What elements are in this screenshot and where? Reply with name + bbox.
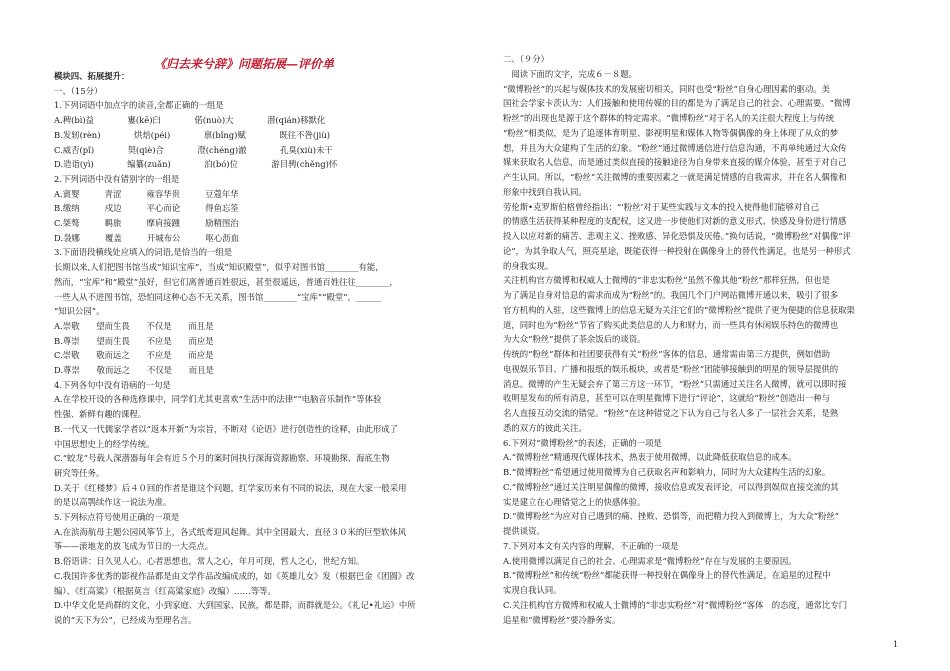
text-line: 一、（15分） [54,85,103,96]
text-line: 粉丝”的出现也是源于这个群体的特定需求。“微博粉丝”对于名人的关注很大程度上与传统 [503,113,835,123]
text-line: 2.下列词语中没有错别字的一组是 [54,173,180,184]
text-line: “微博粉丝”的兴起与媒体技术的发展密切相关，同时也受“粉丝”自身心理因素的驱动。美 [503,83,830,94]
text-line: 消息。微博的产生无疑会弃了第三方这一环节，“粉丝”只需通过关注名人微博，就可以即时接 [503,378,847,389]
text-line: 产生认同。所以，“粉丝”关注微博的重要因素之一就是满足情感的自我需求，并在名人偶像和 [503,172,847,182]
text-line: A.使用微博以满足自己的社会、心理需求是“微博粉丝”存在与发展的主要原因。 [503,555,797,566]
text-line: 4.下列各句中没有语病的一句是 [54,379,171,390]
text-line: 道，同时也为“粉丝”节省了购买此类信息的人力和财力，而一些具有休闲娱乐特色的微博也 [503,319,839,330]
text-line: A.賓婴 青涩 雍容华贵 豆蔻年华 [54,188,239,199]
text-line: 1.下列词语中加点字的读音,全都正确的一组是 [54,100,224,111]
text-line: 电视娱乐节目、广播和报纸的娱乐板块，或者是“粉丝”团能够接触到的明星的领导层提供的 [503,363,839,374]
text-line: 名人直接互动交流的错觉。“粉丝”在这种错觉之下认为自己与名人多了一层社会关系，是熟 [503,408,839,418]
text-line: B.尊崇 望而生畏 不应是 而应是 [54,335,214,346]
text-line: B.俗语讲：日久见人心。心者思想也，常人之心，年月可现，哲人之心，世纪方知。 [54,556,365,567]
text-line: B.发轫(rèn) 烘焙(péi) 禀(bǐng)赋 既往不咎(jiù) [54,129,331,140]
text-line: 想，并且为大众建构了生活的幻象。“粉丝”通过微博通信进行信息沟通，不再单纯通过大众传 [503,142,847,153]
text-line: 提供谈资。 [503,526,545,536]
text-line: 阅读下面的文字，完成６－８题。 [503,68,637,79]
text-line: 劳伦斯•克罗斯伯格曾经指出：“‘粉丝’对于某些实践与文本的投入使得他们能够对自己 [503,201,820,212]
text-line: D.尊崇 敬而远之 不仅是 而且是 [54,365,214,375]
text-line: 长期以来,人们把图书馆当成“知识宝库”，当成“知识殿堂”，似乎对图书馆________有能， [54,262,384,273]
text-line: 说的“天下为公”，已经成为至理名言。 [54,614,197,625]
text-line: 论”，为其争取人气，照亮星途，既能获得一种投射在偶像身上的替代性满足，也是另一种形式 [503,245,851,256]
text-line: 官方机构的入驻，这些微博上的信息无疑为关注它们的“微博粉丝”提供了更为便捷的信息获取渠 [503,304,855,315]
text-line: 编）、《红高粱》（根据莫言《红高粱家庭》改编）……等等。 [54,585,276,596]
text-line: “知识公园”。 [54,306,105,317]
text-line: 一些人从不进图书馆，恐怕同这种心态不无关系，图书馆________“宝库”“殿堂”，______ [54,291,381,302]
text-line: C.“微博粉丝”通过关注明星偶像的微博，接收信息或发表评论，可以得到娱似直接交流的其 [503,481,839,492]
text-line: A.在滨海航母主题公园风筝节上，各式纸鸢迎风起舞。其中全国最大、直径３０米的巨型软体风 [54,526,407,537]
text-line: 媒来获取名人信息，而是通过类似直接的接触途径为自身带来直接的媒介体验，甚至于对自己 [503,157,847,168]
text-line: 形象中找到自我认同。 [503,186,587,197]
page-number: 1 [893,640,899,649]
text-line: C.桀骜 羁旅 摩肩接踵 励精图治 [54,218,239,228]
text-line: 悉的双方的彼此关注。 [503,422,587,433]
text-line: C.威否(pǐ) 契(qiè)合 澄(chéng)澈 孔臭(xiù)未干 [54,144,333,155]
text-line: A.“微博粉丝”精通现代媒体技术，热衷于使用微博，以此降低获取信息的成本。 [503,452,797,463]
text-line: 国社会学家卡茨认为：人们接触和使用传媒的目的都是为了满足自己的社会、心理需要。“微博 [503,98,851,109]
text-line: 实现自我认同。 [503,585,562,595]
text-line: 为了满足自身对信息的需求而成为“粉丝”的。我国几个门户网站微博开通以来，吸引了很多 [503,290,839,300]
text-line: B.一代又一代儒家学者以“返本开新”为宗旨，不断对《论语》进行创造性的诠释，由此形成了 [54,423,399,434]
text-line: 为大众“粉丝”提供了茶余饭后的谈资。 [503,334,646,345]
text-line: 中国思想史上的经学传统。 [54,438,155,449]
text-line: C.“蛟龙”号载人深潜器每年会有近５个月的案时间执行深海资源勘察、环境勘探、海底生物 [54,453,390,464]
text-line: 的情感生活获得某种程度的支配权，这又进一步使他们对新的意义形式、快感及身份进行情感 [503,216,847,227]
text-line: C.崇敬 敬而远之 不应是 而应是 [54,350,214,361]
text-line: A.崇敬 望而生畏 不仅是 而且是 [54,320,214,331]
text-line: 研究等任务。 [54,467,105,478]
text-line: 3.下面语段横线处应填入的词语,是恰当的一组是 [54,247,233,258]
text-line: 收明星发布的所有消息，甚至可以在明星微博下进行“评论”，这就给“粉丝”创造出一种与 [503,393,830,404]
text-line: 投入以应对新的痛苦、悲观主义、挫败感、异化恐惧及厌倦。”换句话说，“微博粉丝”对偶像“评 [503,231,851,241]
document-title: 《归去来兮辞》问题拓展—评价单 [154,57,335,71]
text-line: 模块四、拓展提升： [54,71,130,81]
text-line: D.“微博粉丝”为应对自己遇到的痛、挫败、恐惧等，而把精力投入到微博上，为大众“粉丝” [503,511,840,522]
text-line: 6.下列对“微博粉丝”的表述，正确的一项是 [503,437,662,448]
text-line: 传统的“粉丝”群体和社团要获得有关“粉丝”客体的信息，通常需由第三方提供，例如借助 [503,349,830,359]
text-line: 7.下列对本文有关内容的理解，不正确的一项是 [503,540,679,551]
text-line: B.“微博粉丝”和传统“粉丝”都能获得一种投射在偶像身上的替代性满足，在追星的过程中 [503,570,831,581]
text-line: 实是建立在心理错觉之上的快感体验。 [503,496,646,507]
text-line: 性强、新鲜有趣的课程。 [54,409,147,420]
text-line: D.造诣(yì) 编纂(zuǎn) 泊(bó)位 游目骋(chěng)怀 [54,159,338,170]
text-line: B.“微博粉丝”希望通过使用微博为自己获取名声和影响力，同时为大众建构生活的幻象。 [503,467,831,477]
text-line: 的是以高鹗续作这一说法为准。 [54,497,172,508]
text-line: B.缴纳 戍边 平心而论 得鱼忘筌 [54,203,239,214]
text-line: 筝——滚地龙的放飞成为节日的一大亮点。 [54,541,214,552]
text-line: 二、（９分） [503,54,550,64]
text-line: 关注机构官方微博和权威人士微博的“非忠实粉丝”虽然不像其他“粉丝”那样狂热，但也是 [503,275,830,286]
text-line: D.中华文化是尚群的文化，小到家庭、大到国家、民族，都是群，而群就是公。《礼记•礼运》中所 [54,600,416,611]
text-line: 然而，“宝库”和“殿堂”虽好，但它们离普通百姓很远，甚至很遥远，普通百姓往往________， [54,276,398,287]
text-line: A.稗(bì)益 寠(kē)臼 偌(nuò)大 潜(qián)移默化 [54,115,326,126]
text-line: 5.下列标点符号使用正确的一项是 [54,512,180,522]
text-line: A.在学校开设的各种选修课中，同学们尤其更喜欢“生活中的法律”“电脑音乐制作”等体验 [54,394,382,405]
text-line: D.关于《红楼梦》后４０回的作者是谁这个问题，红学家历来有不同的说法，现在大家一般采用 [54,482,407,493]
text-line: 追星和“微博粉丝”要冷静务实。 [503,614,621,625]
text-line: 的身我实现。 [503,260,554,271]
text-line: “粉丝”相类似，是为了追逐体育明星、影视明星和媒体人物等偶偶像的身上体现了从众的梦 [503,127,839,138]
text-line: C.关注机构官方微博和权威人士微博的“非忠实粉丝”对“微博粉丝”客体 的态度，通常比专门 [503,599,848,610]
text-line: D.袅娜 覆盖 开城布公 呕心沥血 [54,232,239,243]
text-line: C.我国许多优秀的影视作品都是由文学作品改编成成的，如《英雄儿女》发（根据巴金《团圆》改 [54,570,415,581]
